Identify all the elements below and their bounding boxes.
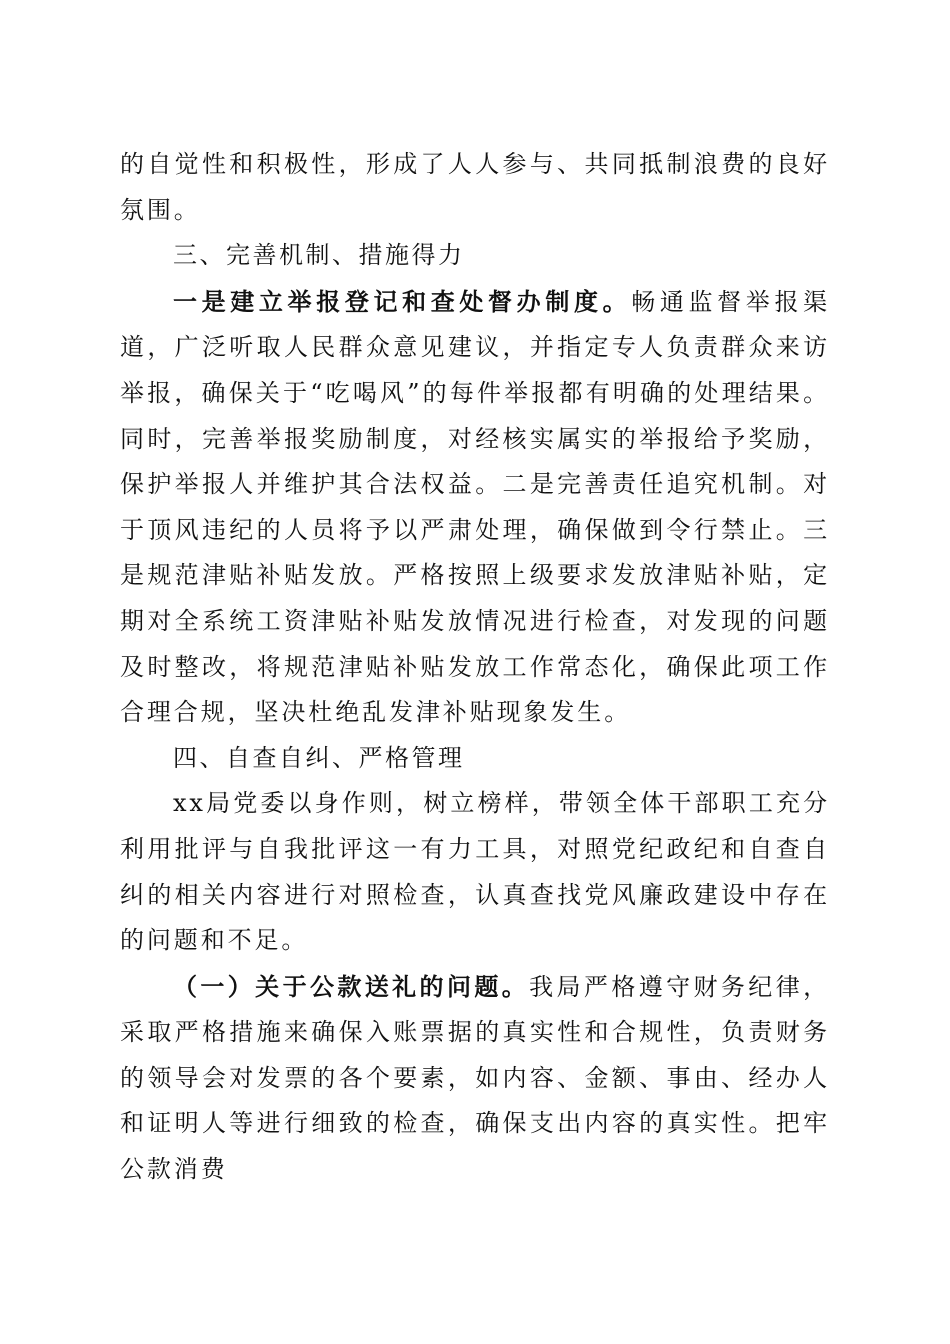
- subsection-lead-text: （一）关于公款送礼的问题。: [173, 971, 530, 1001]
- subsection-body-text: 我局严格遵守财务纪律，采取严格措施来确保入账票据的真实性和合规性，负责财务的领导会对发票的各个要素，如内容、金额、事由、经办人和证明人等进行细致的检查，确保支出内容的真实性。把牢公款消费: [120, 972, 830, 1184]
- document-body: [120, 142, 830, 1193]
- paragraph-body-text: 畅通监督举报渠道，广泛听取人民群众意见建议，并指定专人负责群众来访举报，确保关于“吃喝风”的每件举报都有明确的处理结果。同时，完善举报奖励制度，对经核实属实的举报给予奖励，保护举报人并维护其合法权益。二是完善责任追究机制。对于顶风违纪的人员将予以严肃处理，确保做到令行禁止。三是规范津贴补贴发放。严格按照上级要求发放津贴补贴，定期对全系统工资津贴补贴发放情况进行检查，对发现的问题及时整改，将规范津贴补贴发放工作常态化，确保此项工作合理合规，坚决杜绝乱发津补贴现象发生。: [120, 287, 830, 727]
- paragraph-continuation: 的自觉性和积极性，形成了人人参与、共同抵制浪费的良好氛围。: [120, 150, 830, 224]
- paragraph-lead-text: 一是建立举报登记和查处督办制度。: [173, 286, 632, 316]
- paragraph-section-3: [120, 279, 830, 736]
- section-heading-4: 四、自查自纠、严格管理: [173, 743, 465, 772]
- paragraph-subsection-4-1: [120, 964, 830, 1193]
- section-heading-3: 三、完善机制、措施得力: [173, 241, 465, 270]
- paragraph-section-4: xx局党委以身作则，树立榜样，带领全体干部职工充分利用批评与自我批评这一有力工具，对照党纪政纪和自查自纠的相关内容进行对照检查，认真查找党风廉政建设中存在的问题和不足。: [120, 789, 830, 955]
